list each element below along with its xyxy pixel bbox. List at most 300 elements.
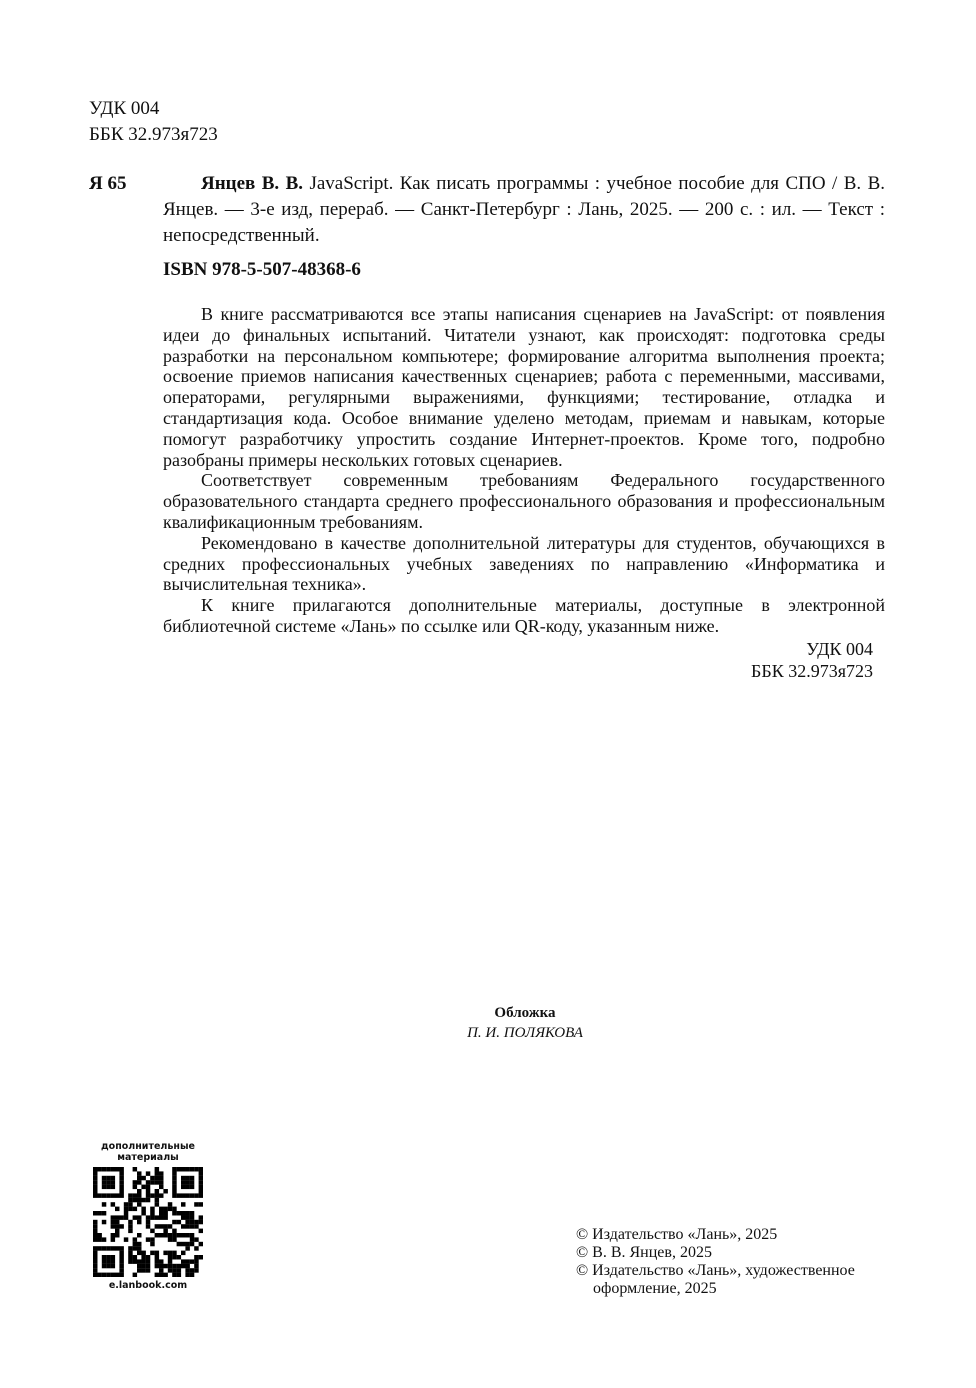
qr-module — [133, 1246, 137, 1250]
qr-module — [97, 1233, 101, 1237]
qr-module — [185, 1268, 189, 1272]
annotation-paragraph: В книге рассматриваются все этапы написания сценариев на JavaScript: от появления идеи до финальных испытаний. Читатели узнают, как происходят: подготовка среды разработки на персональном компьютере; формирование алгоритма выполнения проекта; освоение приемов написания качественных сценариев; работа с переменными, массивами, операторами, регулярными выражениями, функциями; тестирование, отладка и стандартизация кода. Особое внимание уделено методам, приемам и навыкам, которые помогут разработчику упростить создание Интернет-проектов. Кроме того, подробно разобраны примеры нескольких готовых сценариев. — [163, 304, 885, 470]
qr-module — [190, 1180, 194, 1184]
qr-module — [159, 1268, 163, 1272]
qr-module — [146, 1264, 150, 1268]
qr-module — [177, 1220, 181, 1224]
qr-module — [155, 1202, 159, 1206]
qr-module — [177, 1211, 181, 1215]
qr-module — [93, 1237, 97, 1241]
qr-module — [141, 1251, 145, 1255]
annotation-paragraph: К книге прилагаются дополнительные материалы, доступные в электронной библиотечной системе «Лань» по ссылке или QR-коду, указанным ниже. — [163, 595, 885, 636]
qr-module — [128, 1259, 132, 1263]
qr-module — [163, 1233, 167, 1237]
qr-module — [177, 1167, 181, 1171]
qr-module — [185, 1264, 189, 1268]
qr-module — [181, 1224, 185, 1228]
qr-module — [137, 1180, 141, 1184]
qr-module — [194, 1246, 198, 1250]
qr-module — [194, 1255, 198, 1259]
qr-module — [133, 1180, 137, 1184]
qr-module — [185, 1215, 189, 1219]
qr-module — [155, 1233, 159, 1237]
qr-module — [163, 1273, 167, 1277]
qr-module — [199, 1255, 203, 1259]
qr-module — [194, 1268, 198, 1272]
qr-module — [150, 1215, 154, 1219]
qr-module — [150, 1211, 154, 1215]
qr-module — [137, 1242, 141, 1246]
cover-designer: П. И. ПОЛЯКОВА — [467, 1025, 583, 1041]
qr-block — [92, 1141, 204, 1291]
qr-module — [119, 1224, 123, 1228]
qr-module — [190, 1224, 194, 1228]
qr-module — [155, 1255, 159, 1259]
qr-module — [106, 1176, 110, 1180]
qr-module — [194, 1202, 198, 1206]
qr-module — [146, 1185, 150, 1189]
qr-module — [102, 1255, 106, 1259]
qr-module — [111, 1233, 115, 1237]
qr-module — [185, 1167, 189, 1171]
qr-module — [119, 1273, 123, 1277]
qr-module — [133, 1185, 137, 1189]
qr-module — [115, 1215, 119, 1219]
qr-module — [190, 1233, 194, 1237]
qr-module — [133, 1237, 137, 1241]
qr-module — [159, 1259, 163, 1263]
qr-module — [111, 1220, 115, 1224]
qr-module — [163, 1264, 167, 1268]
qr-module — [159, 1264, 163, 1268]
qr-module — [163, 1229, 167, 1233]
classification-codes — [700, 638, 873, 682]
qr-module — [168, 1237, 172, 1241]
qr-module — [106, 1255, 110, 1259]
qr-module — [97, 1193, 101, 1197]
qr-module — [102, 1185, 106, 1189]
qr-module — [150, 1176, 154, 1180]
qr-module — [111, 1259, 115, 1263]
qr-module — [163, 1189, 167, 1193]
qr-module — [155, 1264, 159, 1268]
title-line: JavaScript. Как писать программы : учебное пособие для СПО / — [309, 173, 838, 194]
qr-module — [93, 1189, 97, 1193]
qr-module — [102, 1273, 106, 1277]
qr-module — [181, 1211, 185, 1215]
publication-details: В. В. Янцев. — 3-е изд, перераб. — Санкт-Петербург : Лань, 2025. — 200 с. : ил. — Текст : непосредственный. — [163, 173, 886, 246]
qr-module — [141, 1255, 145, 1259]
qr-module — [119, 1246, 123, 1250]
qr-module — [155, 1198, 159, 1202]
qr-module — [93, 1171, 97, 1175]
qr-module — [168, 1259, 172, 1263]
qr-module — [146, 1193, 150, 1197]
qr-module — [159, 1233, 163, 1237]
qr-module — [93, 1268, 97, 1272]
qr-module — [190, 1167, 194, 1171]
qr-module — [133, 1193, 137, 1197]
qr-module — [93, 1185, 97, 1189]
qr-module — [199, 1180, 203, 1184]
qr-module — [181, 1167, 185, 1171]
qr-module — [172, 1273, 176, 1277]
qr-module — [128, 1207, 132, 1211]
qr-module — [119, 1215, 123, 1219]
qr-module — [141, 1259, 145, 1263]
qr-module — [159, 1215, 163, 1219]
qr-module — [181, 1259, 185, 1263]
qr-module — [119, 1264, 123, 1268]
qr-module — [155, 1189, 159, 1193]
qr-module — [93, 1273, 97, 1277]
qr-module — [111, 1264, 115, 1268]
qr-module — [119, 1167, 123, 1171]
qr-module — [185, 1211, 189, 1215]
qr-module — [137, 1189, 141, 1193]
qr-module — [177, 1193, 181, 1197]
qr-module — [168, 1207, 172, 1211]
qr-module — [106, 1180, 110, 1184]
annotation-paragraph: Соответствует современным требованиям Федерального государственного образовательного стандарта среднего профессионального образования и профессиональным квалификационным требованиям. — [163, 470, 885, 532]
qr-module — [168, 1255, 172, 1259]
qr-module — [168, 1233, 172, 1237]
qr-module — [172, 1193, 176, 1197]
qr-module — [119, 1251, 123, 1255]
qr-module — [159, 1273, 163, 1277]
qr-module — [194, 1237, 198, 1241]
qr-module — [111, 1193, 115, 1197]
qr-module — [124, 1207, 128, 1211]
qr-module — [181, 1251, 185, 1255]
qr-module — [133, 1207, 137, 1211]
copyright-line: © В. В. Янцев, 2025 — [576, 1244, 712, 1261]
qr-module — [190, 1259, 194, 1263]
qr-module — [115, 1193, 119, 1197]
isbn: ISBN 978-5-507-48368-6 — [163, 259, 361, 280]
qr-module — [163, 1251, 167, 1255]
qr-module — [190, 1242, 194, 1246]
qr-module — [168, 1202, 172, 1206]
qr-module — [172, 1220, 176, 1224]
qr-module — [93, 1224, 97, 1228]
qr-module — [106, 1259, 110, 1263]
qr-module — [146, 1215, 150, 1219]
qr-module — [93, 1220, 97, 1224]
qr-module — [111, 1167, 115, 1171]
qr-module — [155, 1167, 159, 1171]
qr-module — [199, 1229, 203, 1233]
qr-module — [128, 1224, 132, 1228]
qr-module — [115, 1224, 119, 1228]
qr-module — [111, 1246, 115, 1250]
qr-module — [128, 1229, 132, 1233]
qr-module — [97, 1211, 101, 1215]
qr-module — [119, 1193, 123, 1197]
qr-module — [111, 1176, 115, 1180]
qr-module — [199, 1167, 203, 1171]
qr-module — [146, 1189, 150, 1193]
qr-module — [155, 1171, 159, 1175]
qr-module — [106, 1185, 110, 1189]
qr-module — [141, 1207, 145, 1211]
qr-module — [93, 1180, 97, 1184]
qr-module — [146, 1171, 150, 1175]
qr-caption — [92, 1141, 204, 1163]
qr-module — [190, 1237, 194, 1241]
qr-module — [115, 1207, 119, 1211]
qr-module — [181, 1264, 185, 1268]
qr-module — [141, 1185, 145, 1189]
qr-module — [172, 1171, 176, 1175]
qr-module — [128, 1246, 132, 1250]
qr-module — [111, 1237, 115, 1241]
qr-module — [111, 1273, 115, 1277]
bbk-code-bottom: ББК 32.973я723 — [751, 661, 873, 681]
qr-module — [199, 1202, 203, 1206]
qr-module — [137, 1198, 141, 1202]
qr-module — [163, 1215, 167, 1219]
qr-module — [111, 1224, 115, 1228]
qr-module — [177, 1273, 181, 1277]
qr-module — [181, 1242, 185, 1246]
qr-module — [128, 1198, 132, 1202]
copyright-line: © Издательство «Лань», 2025 — [576, 1226, 778, 1243]
qr-module — [137, 1202, 141, 1206]
qr-module — [172, 1167, 176, 1171]
qr-module — [159, 1193, 163, 1197]
qr-module — [168, 1224, 172, 1228]
qr-module — [137, 1264, 141, 1268]
qr-module — [185, 1259, 189, 1263]
qr-module — [93, 1264, 97, 1268]
qr-module — [190, 1220, 194, 1224]
qr-module — [150, 1237, 154, 1241]
qr-module — [106, 1246, 110, 1250]
qr-module — [128, 1202, 132, 1206]
qr-module — [102, 1259, 106, 1263]
qr-module — [172, 1180, 176, 1184]
udk-header — [89, 96, 218, 148]
qr-module — [163, 1211, 167, 1215]
qr-module — [124, 1237, 128, 1241]
qr-module — [146, 1180, 150, 1184]
qr-module — [150, 1251, 154, 1255]
qr-module — [172, 1185, 176, 1189]
qr-module — [133, 1255, 137, 1259]
qr-module — [124, 1215, 128, 1219]
qr-module — [172, 1268, 176, 1272]
qr-module — [93, 1246, 97, 1250]
qr-module — [93, 1233, 97, 1237]
qr-module — [124, 1202, 128, 1206]
qr-module — [141, 1176, 145, 1180]
qr-module — [159, 1176, 163, 1180]
qr-module — [146, 1259, 150, 1263]
qr-module — [146, 1198, 150, 1202]
qr-module — [115, 1167, 119, 1171]
author-mark: Я 65 — [89, 173, 127, 194]
qr-module — [190, 1273, 194, 1277]
qr-module — [97, 1167, 101, 1171]
qr-code-icon[interactable] — [93, 1167, 203, 1277]
qr-module — [137, 1268, 141, 1272]
qr-module — [146, 1268, 150, 1272]
qr-module — [119, 1185, 123, 1189]
qr-module — [93, 1176, 97, 1180]
qr-module — [97, 1237, 101, 1241]
qr-module — [137, 1171, 141, 1175]
qr-module — [172, 1189, 176, 1193]
qr-module — [93, 1193, 97, 1197]
qr-module — [163, 1207, 167, 1211]
qr-module — [181, 1193, 185, 1197]
qr-module — [137, 1251, 141, 1255]
qr-module — [93, 1229, 97, 1233]
qr-module — [119, 1176, 123, 1180]
qr-module — [194, 1264, 198, 1268]
qr-module — [185, 1193, 189, 1197]
qr-module — [124, 1211, 128, 1215]
qr-module — [119, 1259, 123, 1263]
qr-module — [102, 1264, 106, 1268]
qr-module — [102, 1246, 106, 1250]
qr-module — [194, 1259, 198, 1263]
qr-module — [155, 1251, 159, 1255]
qr-module — [181, 1215, 185, 1219]
qr-module — [137, 1259, 141, 1263]
qr-url[interactable]: e.lanbook.com — [108, 1280, 188, 1291]
qr-module — [199, 1193, 203, 1197]
qr-module — [155, 1176, 159, 1180]
qr-module — [137, 1215, 141, 1219]
qr-module — [185, 1176, 189, 1180]
qr-module — [185, 1233, 189, 1237]
qr-module — [199, 1171, 203, 1175]
qr-module — [133, 1215, 137, 1219]
qr-module — [93, 1259, 97, 1263]
udk-code: УДК 004 — [89, 98, 160, 119]
qr-module — [190, 1185, 194, 1189]
cover-credit — [300, 1003, 750, 1043]
qr-module — [102, 1202, 106, 1206]
qr-module — [172, 1264, 176, 1268]
qr-module — [155, 1180, 159, 1184]
qr-module — [199, 1185, 203, 1189]
qr-module — [181, 1233, 185, 1237]
qr-module — [141, 1211, 145, 1215]
qr-module — [168, 1264, 172, 1268]
qr-module — [106, 1273, 110, 1277]
qr-module — [137, 1246, 141, 1250]
qr-module — [115, 1233, 119, 1237]
qr-module — [102, 1167, 106, 1171]
qr-module — [155, 1193, 159, 1197]
qr-module — [150, 1180, 154, 1184]
qr-module — [128, 1255, 132, 1259]
qr-module — [199, 1242, 203, 1246]
qr-module — [177, 1264, 181, 1268]
qr-module — [137, 1220, 141, 1224]
udk-code-bottom: УДК 004 — [806, 639, 873, 659]
qr-module — [185, 1185, 189, 1189]
qr-module — [163, 1224, 167, 1228]
qr-module — [159, 1185, 163, 1189]
qr-module — [141, 1264, 145, 1268]
qr-module — [141, 1268, 145, 1272]
qr-module — [190, 1211, 194, 1215]
qr-module — [168, 1251, 172, 1255]
qr-module — [190, 1176, 194, 1180]
qr-module — [146, 1224, 150, 1228]
qr-module — [155, 1215, 159, 1219]
author-name: Янцев В. В. — [201, 173, 304, 194]
bibliographic-record — [163, 171, 885, 249]
qr-caption-line: дополнительные — [101, 1141, 195, 1152]
copyright-line: © Издательство «Лань», художественное — [576, 1262, 855, 1279]
qr-module — [172, 1176, 176, 1180]
qr-module — [128, 1251, 132, 1255]
qr-module — [155, 1259, 159, 1263]
qr-module — [128, 1220, 132, 1224]
cover-label: Обложка — [494, 1005, 556, 1021]
qr-module — [102, 1193, 106, 1197]
qr-module — [111, 1202, 115, 1206]
qr-module — [146, 1255, 150, 1259]
qr-module — [199, 1189, 203, 1193]
qr-module — [159, 1207, 163, 1211]
qr-module — [97, 1273, 101, 1277]
qr-module — [177, 1268, 181, 1272]
qr-module — [119, 1189, 123, 1193]
qr-module — [185, 1224, 189, 1228]
qr-module — [106, 1264, 110, 1268]
qr-module — [150, 1242, 154, 1246]
qr-module — [172, 1251, 176, 1255]
qr-module — [93, 1255, 97, 1259]
qr-module — [115, 1246, 119, 1250]
qr-module — [190, 1215, 194, 1219]
qr-module — [181, 1176, 185, 1180]
qr-module — [133, 1273, 137, 1277]
qr-module — [185, 1273, 189, 1277]
copyright-line: оформление, 2025 — [593, 1280, 717, 1297]
copyright-block — [576, 1226, 896, 1298]
qr-module — [199, 1220, 203, 1224]
qr-module — [115, 1273, 119, 1277]
qr-module — [168, 1268, 172, 1272]
qr-module — [155, 1273, 159, 1277]
qr-module — [172, 1237, 176, 1241]
qr-module — [119, 1171, 123, 1175]
qr-module — [159, 1171, 163, 1175]
annotation — [163, 304, 885, 637]
qr-module — [111, 1180, 115, 1184]
qr-module — [194, 1224, 198, 1228]
qr-module — [137, 1233, 141, 1237]
qr-module — [115, 1220, 119, 1224]
qr-module — [133, 1259, 137, 1263]
qr-module — [111, 1215, 115, 1219]
qr-module — [181, 1202, 185, 1206]
qr-module — [199, 1176, 203, 1180]
qr-module — [102, 1220, 106, 1224]
qr-module — [172, 1211, 176, 1215]
qr-module — [199, 1215, 203, 1219]
qr-module — [111, 1185, 115, 1189]
qr-module — [190, 1268, 194, 1272]
qr-module — [177, 1242, 181, 1246]
